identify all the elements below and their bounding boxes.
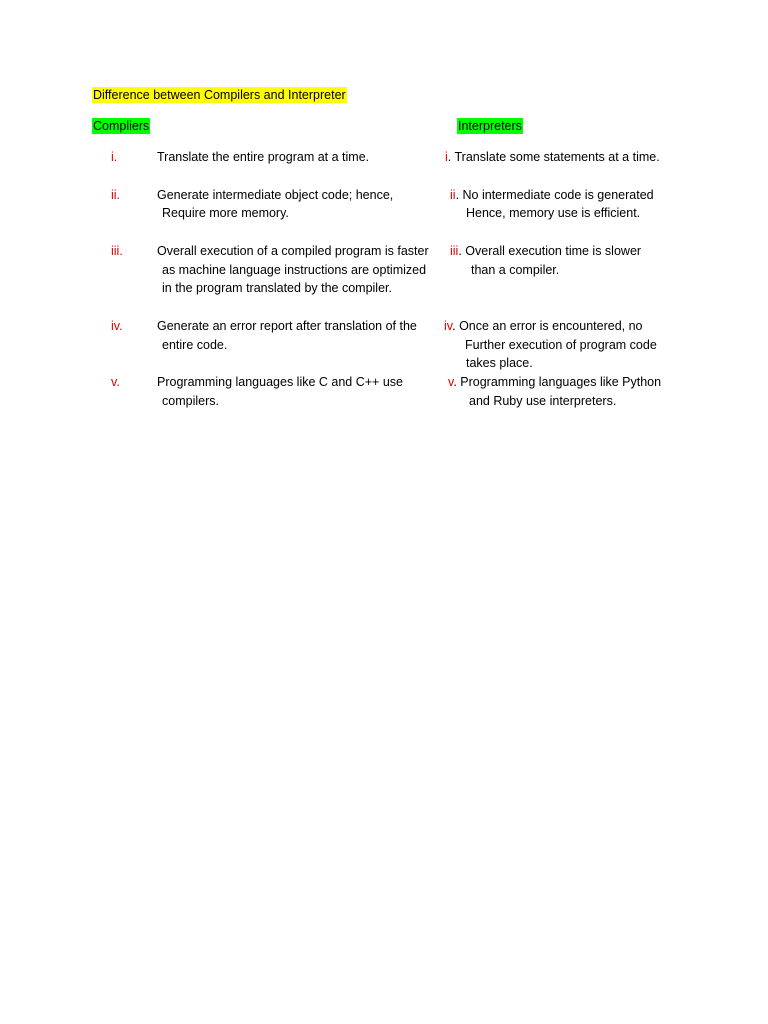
compiler-item-number: ii. xyxy=(111,188,121,202)
interpreter-item-number: i xyxy=(445,150,448,164)
compiler-item-text: Require more memory. xyxy=(162,206,289,220)
compiler-item-text: Programming languages like C and C++ use xyxy=(157,375,403,389)
interpreter-item xyxy=(450,242,641,261)
interpreters-heading: Interpreters xyxy=(458,119,522,133)
compiler-item-number: v. xyxy=(111,375,120,389)
compiler-item-number: iii. xyxy=(111,244,123,258)
compiler-item-text: Translate the entire program at a time. xyxy=(157,150,370,164)
interpreter-item-text: takes place. xyxy=(466,356,533,370)
compiler-item-text: in the program translated by the compiler. xyxy=(162,281,392,295)
compiler-item-text: as machine language instructions are optimized xyxy=(162,263,427,277)
interpreter-item-separator: . xyxy=(453,375,461,389)
interpreter-item-number: iii xyxy=(450,244,459,258)
compiler-item-number: i. xyxy=(111,150,118,164)
interpreter-item-separator: . xyxy=(455,188,463,202)
compiler-item-text: Generate intermediate object code; hence, xyxy=(157,188,394,202)
interpreter-item-number: v xyxy=(448,375,454,389)
interpreter-item-separator: . xyxy=(452,319,460,333)
compiler-item-text: compilers. xyxy=(162,394,219,408)
compiler-item-number: iv. xyxy=(111,319,123,333)
interpreter-item-separator: . xyxy=(458,244,466,258)
interpreter-item-separator: . xyxy=(447,150,455,164)
compiler-item-text: Overall execution of a compiled program is faster xyxy=(157,244,429,258)
interpreter-item xyxy=(444,317,643,336)
interpreter-item xyxy=(445,148,660,167)
interpreter-item xyxy=(448,373,661,392)
interpreter-item-text: Overall execution time is slower xyxy=(465,244,642,258)
interpreter-item-text: Hence, memory use is efficient. xyxy=(466,206,641,220)
interpreter-item-text: Once an error is encountered, no xyxy=(459,319,643,333)
interpreter-item-text: than a compiler. xyxy=(471,263,560,277)
compilers-heading: Compliers xyxy=(93,119,150,133)
interpreter-item xyxy=(450,186,654,205)
interpreter-item-number: ii xyxy=(450,188,456,202)
interpreter-item-text: Translate some statements at a time. xyxy=(454,150,660,164)
compiler-item-text: Generate an error report after translation of the xyxy=(157,319,417,333)
compiler-item-text: entire code. xyxy=(162,338,228,352)
interpreter-item-text: and Ruby use interpreters. xyxy=(469,394,617,408)
page-title: Difference between Compilers and Interpreter xyxy=(93,88,346,102)
interpreter-item-text: No intermediate code is generated xyxy=(462,188,654,202)
interpreter-item-text: Further execution of program code xyxy=(465,338,657,352)
interpreter-item-number: iv xyxy=(444,319,453,333)
interpreter-item-text: Programming languages like Python xyxy=(460,375,662,389)
